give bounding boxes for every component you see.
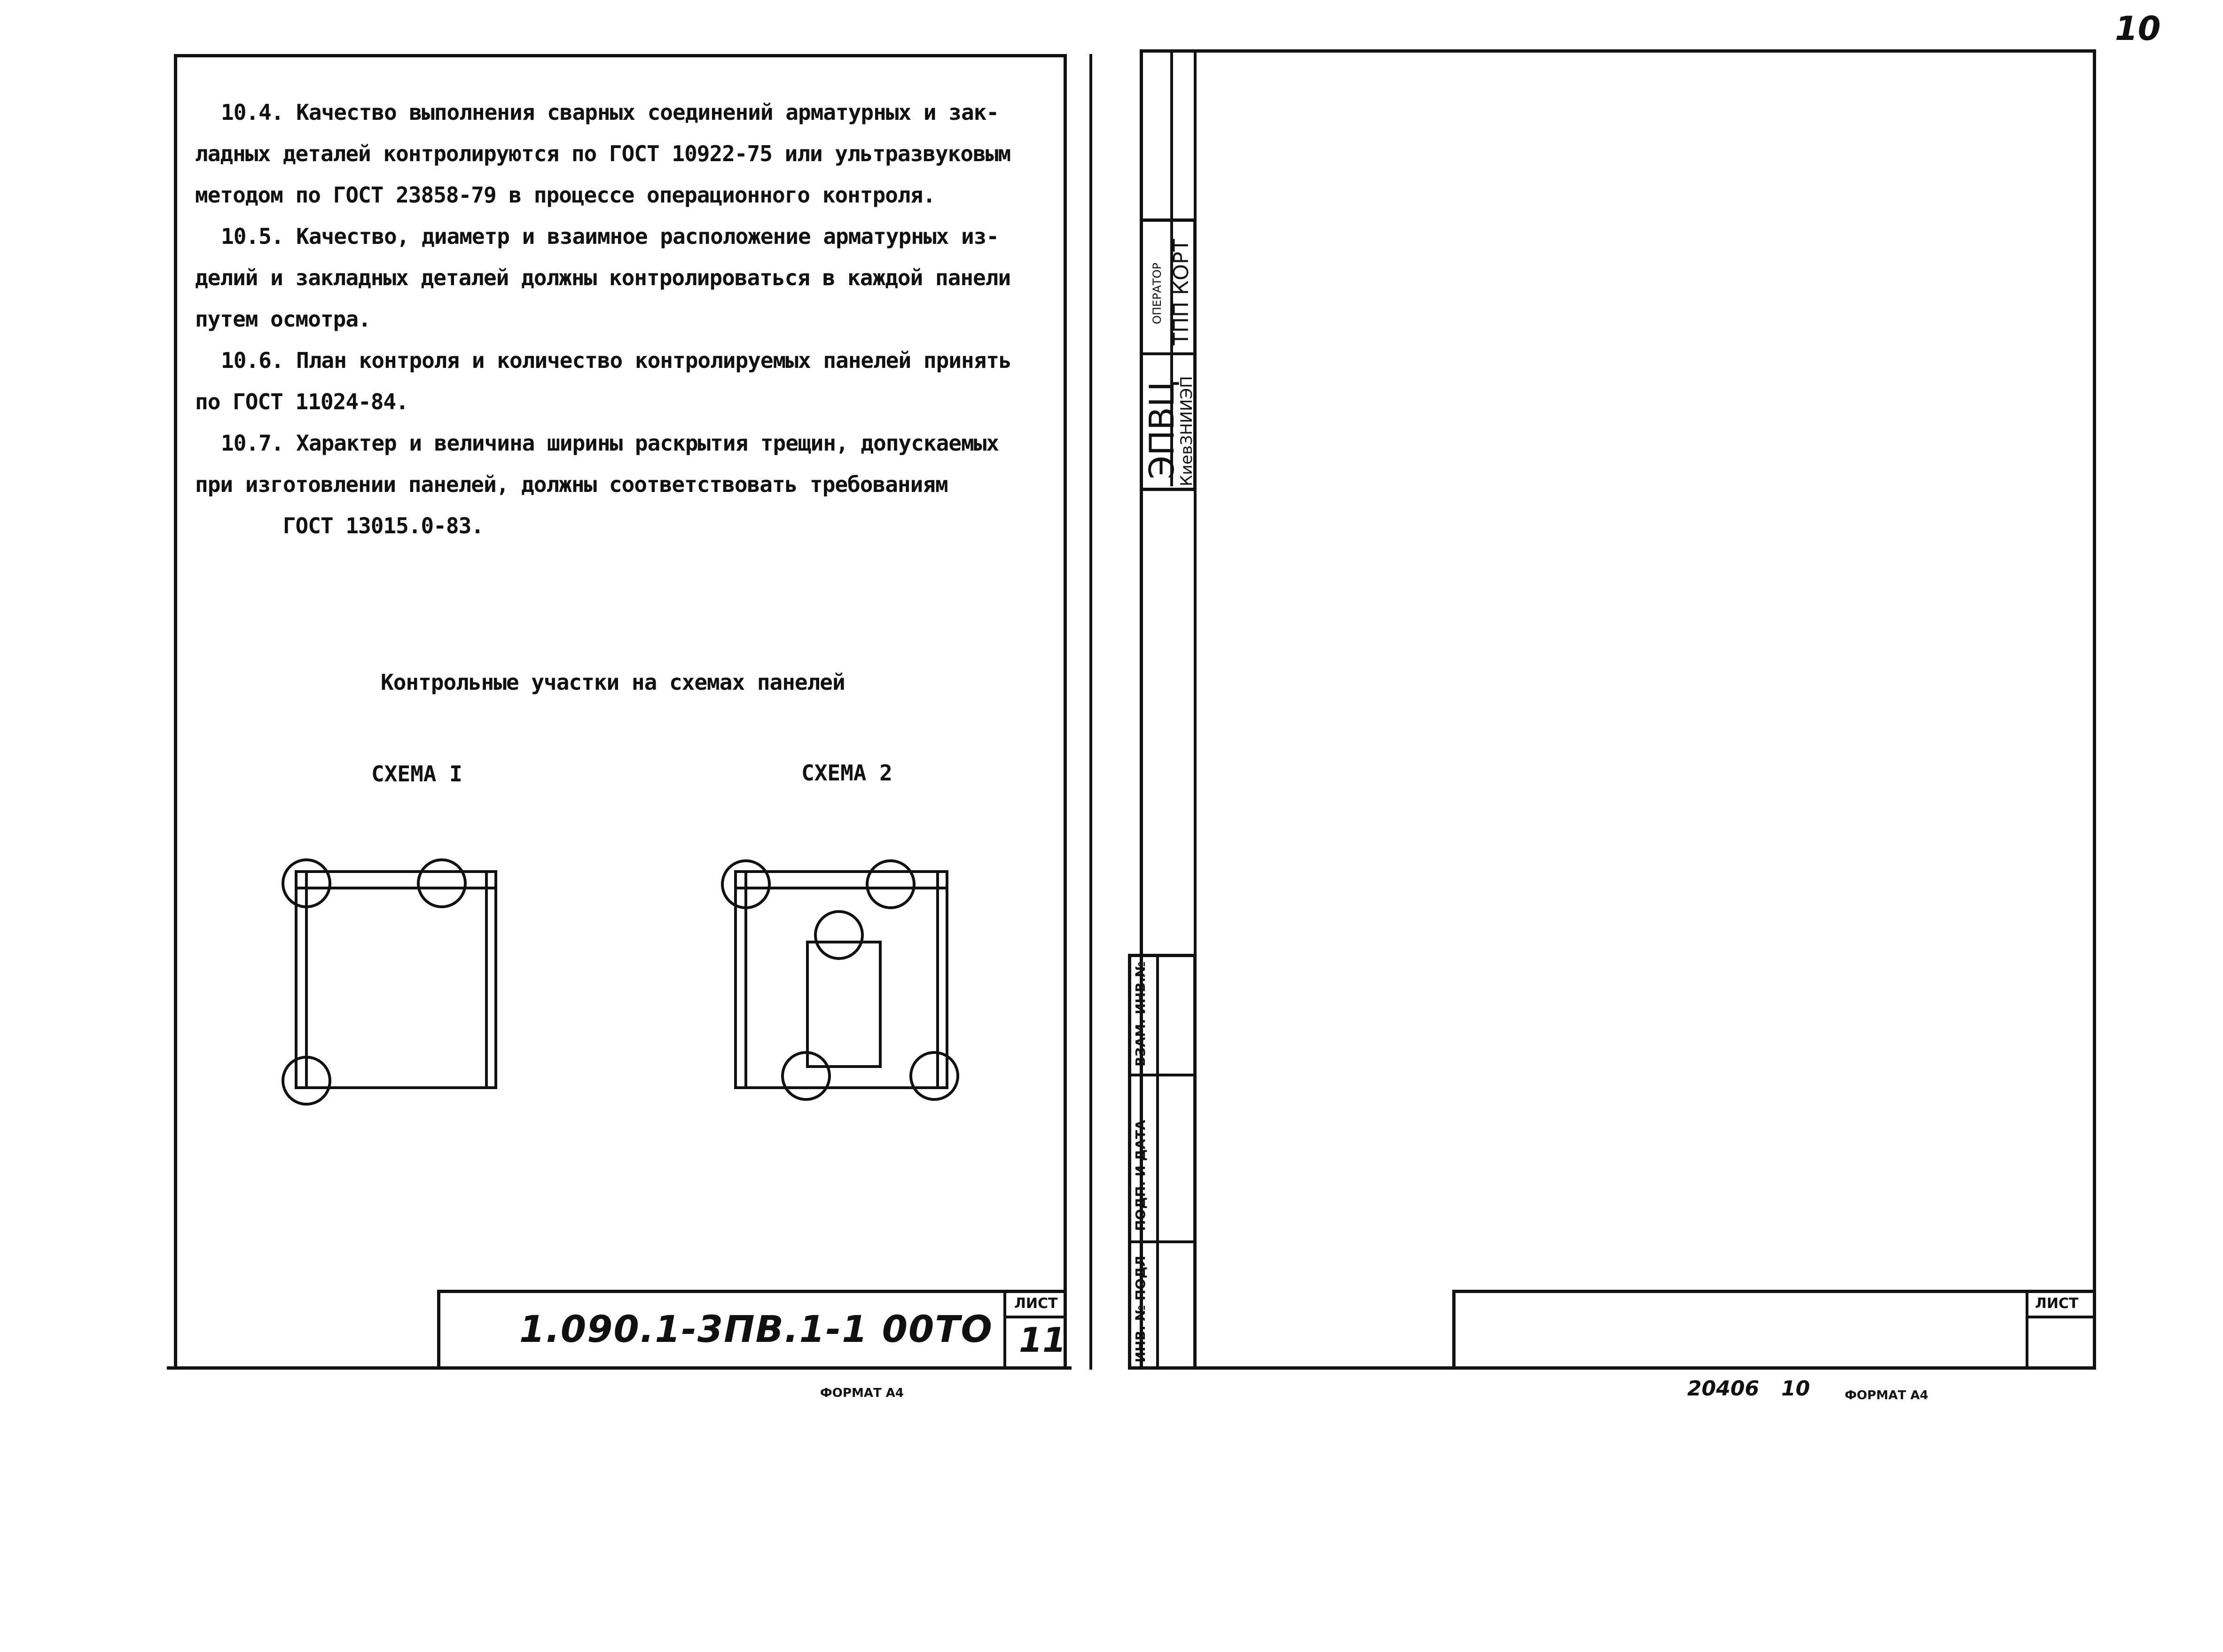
para-10-7-line3: ГОСТ 13015.0-83. xyxy=(195,513,484,538)
left-sheet-number: 11 xyxy=(1019,1320,1066,1360)
side-label-podp-data: ПОДП. И ДАТА xyxy=(1133,1120,1148,1231)
side-labels-inner-vline xyxy=(1156,954,1159,1370)
side-labels-hline-2 xyxy=(1128,1240,1197,1243)
left-title-block-sheet-hline xyxy=(1003,1316,1067,1318)
para-10-5-line2: делий и закладных деталей должны контролироваться в каждой панели xyxy=(195,265,1011,290)
left-doc-code: 1.090.1-3ПВ.1-1 00ТО xyxy=(519,1309,993,1351)
para-10-4-line2: ладных деталей контролируются по ГОСТ 10922-75 или ультразвуковым xyxy=(195,141,1011,166)
para-10-4-line1: 10.4. Качество выполнения сварных соединений арматурных и зак- xyxy=(221,100,999,125)
scheme2-inner-opening xyxy=(807,942,880,1067)
right-bottom-number: 20406 xyxy=(1687,1377,1760,1401)
stamp-operator-label: ОПЕРАТОР xyxy=(1151,262,1164,324)
left-sheet-right-edge-line xyxy=(1089,54,1092,1370)
scheme1-drawing xyxy=(263,841,526,1118)
scheme1-label: СХЕМА I xyxy=(371,761,462,787)
para-10-4-line3: методом по ГОСТ 23858-79 в процессе операционного контроля. xyxy=(195,182,935,208)
scheme2-control-circle-opening-top xyxy=(815,912,862,958)
scheme2-label: СХЕМА 2 xyxy=(801,760,892,786)
para-10-6-line1: 10.6. План контроля и количество контролируемых панелей принять xyxy=(221,348,1011,373)
scheme2-drawing xyxy=(700,841,982,1118)
right-bottom-number-2: 10 xyxy=(1781,1377,1810,1401)
right-sheet-frame xyxy=(1140,49,2096,1370)
stamp-box-divider xyxy=(1140,352,1197,355)
side-label-inv-podl: ИНВ. № ПОДЛ xyxy=(1133,1255,1148,1363)
para-10-5-line3: путем осмотра. xyxy=(195,306,371,332)
scheme2-control-circle-bottom-right xyxy=(911,1052,958,1099)
stamp-operator-value: ТПП КОРТ xyxy=(1169,239,1193,345)
right-title-block-sheet-hline xyxy=(2026,1316,2096,1318)
scheme2-control-circle-top-right xyxy=(867,861,914,908)
right-title-block-divider xyxy=(2026,1290,2028,1370)
para-10-7-line1: 10.7. Характер и величина ширины раскрытия трещин, допускаемых xyxy=(221,430,999,456)
scheme1-control-circle-top-middle xyxy=(418,860,465,907)
scheme2-panel-outline xyxy=(736,872,947,1088)
stamp-org-kievzniiep: КиевЗНИИЭП xyxy=(1177,376,1196,486)
right-sheet-label: ЛИСТ xyxy=(2035,1295,2079,1312)
left-sheet-label: ЛИСТ xyxy=(1014,1295,1058,1312)
right-format-label: ФОРМАТ А4 xyxy=(1845,1388,1928,1403)
left-title-block-divider xyxy=(1003,1290,1006,1370)
para-10-6-line2: по ГОСТ 11024-84. xyxy=(195,389,408,414)
para-10-7-line2: при изготовлении панелей, должны соответствовать требованиям xyxy=(195,472,948,497)
scheme1-panel-outline xyxy=(296,872,496,1088)
para-10-5-line1: 10.5. Качество, диаметр и взаимное расположение арматурных из- xyxy=(221,224,999,249)
side-label-vzam-inv: ВЗАМ. ИНВ.№ xyxy=(1133,961,1148,1067)
left-format-label: ФОРМАТ А4 xyxy=(820,1386,904,1400)
corner-page-number: 10 xyxy=(2115,9,2161,48)
stamp-org-epvc: ЭПВЦ xyxy=(1142,381,1182,479)
section-title: Контрольные участки на схемах панелей xyxy=(381,670,845,695)
side-labels-hline-1 xyxy=(1128,1074,1197,1076)
right-title-block xyxy=(1452,1290,2096,1370)
